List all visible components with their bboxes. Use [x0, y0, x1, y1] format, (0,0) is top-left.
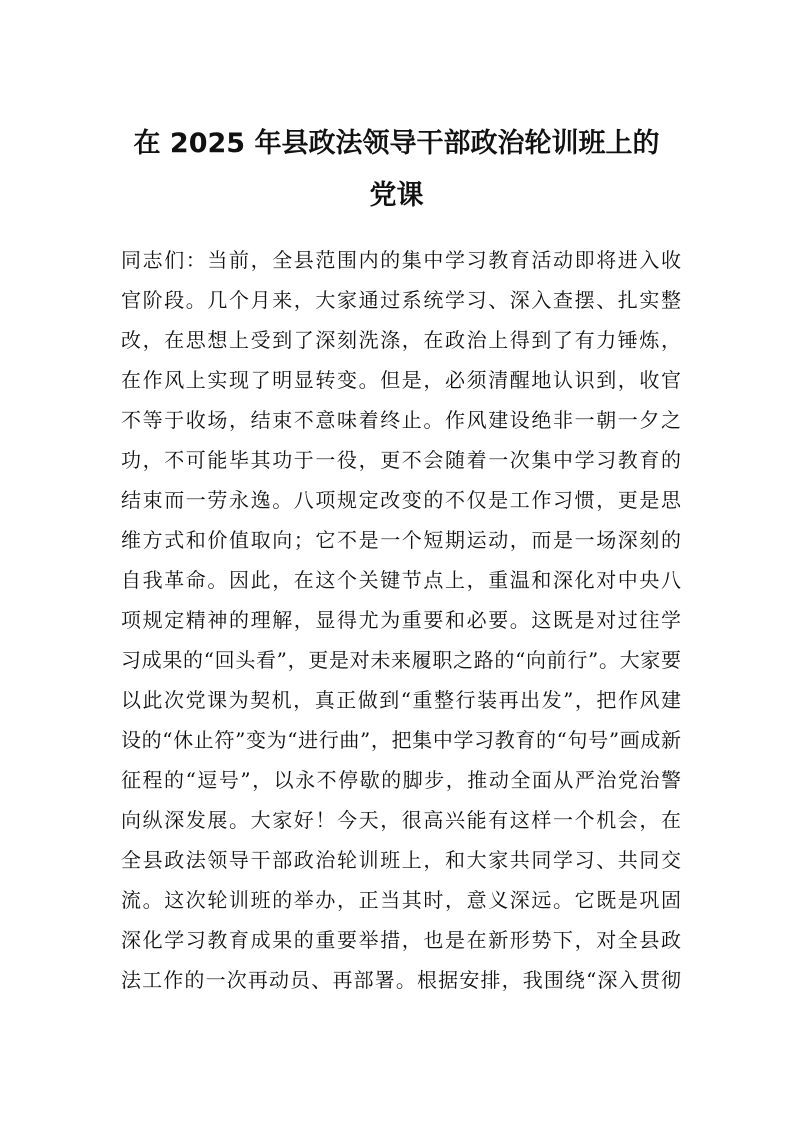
- body-line: 在作风上实现了明显转变。但是，必须清醒地认识到，收官: [121, 368, 681, 392]
- body-line: 维方式和价值取向；它不是一个短期运动，而是一场深刻的: [121, 528, 681, 552]
- body-line: 深化学习教育成果的重要举措，也是在新形势下，对全县政: [121, 928, 681, 952]
- body-line: 自我革命。因此，在这个关键节点上，重温和深化对中央八: [121, 568, 681, 592]
- body-line: 项规定精神的理解，显得尤为重要和必要。这既是对过往学: [121, 608, 681, 632]
- body-line: 设的“休止符”变为“进行曲”，把集中学习教育的“句号”画成新: [121, 728, 681, 752]
- body-line: 不等于收场，结束不意味着终止。作风建设绝非一朝一夕之: [121, 408, 681, 432]
- body-line: 习成果的“回头看”，更是对未来履职之路的“向前行”。大家要: [121, 648, 681, 672]
- document-body: [121, 240, 681, 1000]
- body-line: 结束而一劳永逸。八项规定改变的不仅是工作习惯，更是思: [121, 488, 681, 512]
- body-line: 改，在思想上受到了深刻洗涤，在政治上得到了有力锤炼，: [121, 328, 681, 352]
- body-line: 官阶段。几个月来，大家通过系统学习、深入查摆、扎实整: [121, 288, 681, 312]
- body-line: 流。这次轮训班的举办，正当其时，意义深远。它既是巩固: [121, 888, 681, 912]
- body-line: 以此次党课为契机，真正做到“重整行装再出发”，把作风建: [121, 688, 681, 712]
- body-line: 全县政法领导干部政治轮训班上，和大家共同学习、共同交: [121, 848, 681, 872]
- body-line: 同志们：当前，全县范围内的集中学习教育活动即将进入收: [121, 248, 681, 272]
- body-line: 功，不可能毕其功于一役，更不会随着一次集中学习教育的: [121, 448, 681, 472]
- body-line: 征程的“逗号”，以永不停歇的脚步，推动全面从严治党治警: [121, 768, 681, 792]
- body-line: 向纵深发展。大家好！今天，很高兴能有这样一个机会，在: [121, 808, 681, 832]
- document-title: 在 2025 年县政法领导干部政治轮训班上的: [133, 128, 660, 159]
- body-line: 法工作的一次再动员、再部署。根据安排，我围绕“深入贯彻: [121, 968, 681, 992]
- document-title-continued: 党课: [369, 180, 424, 211]
